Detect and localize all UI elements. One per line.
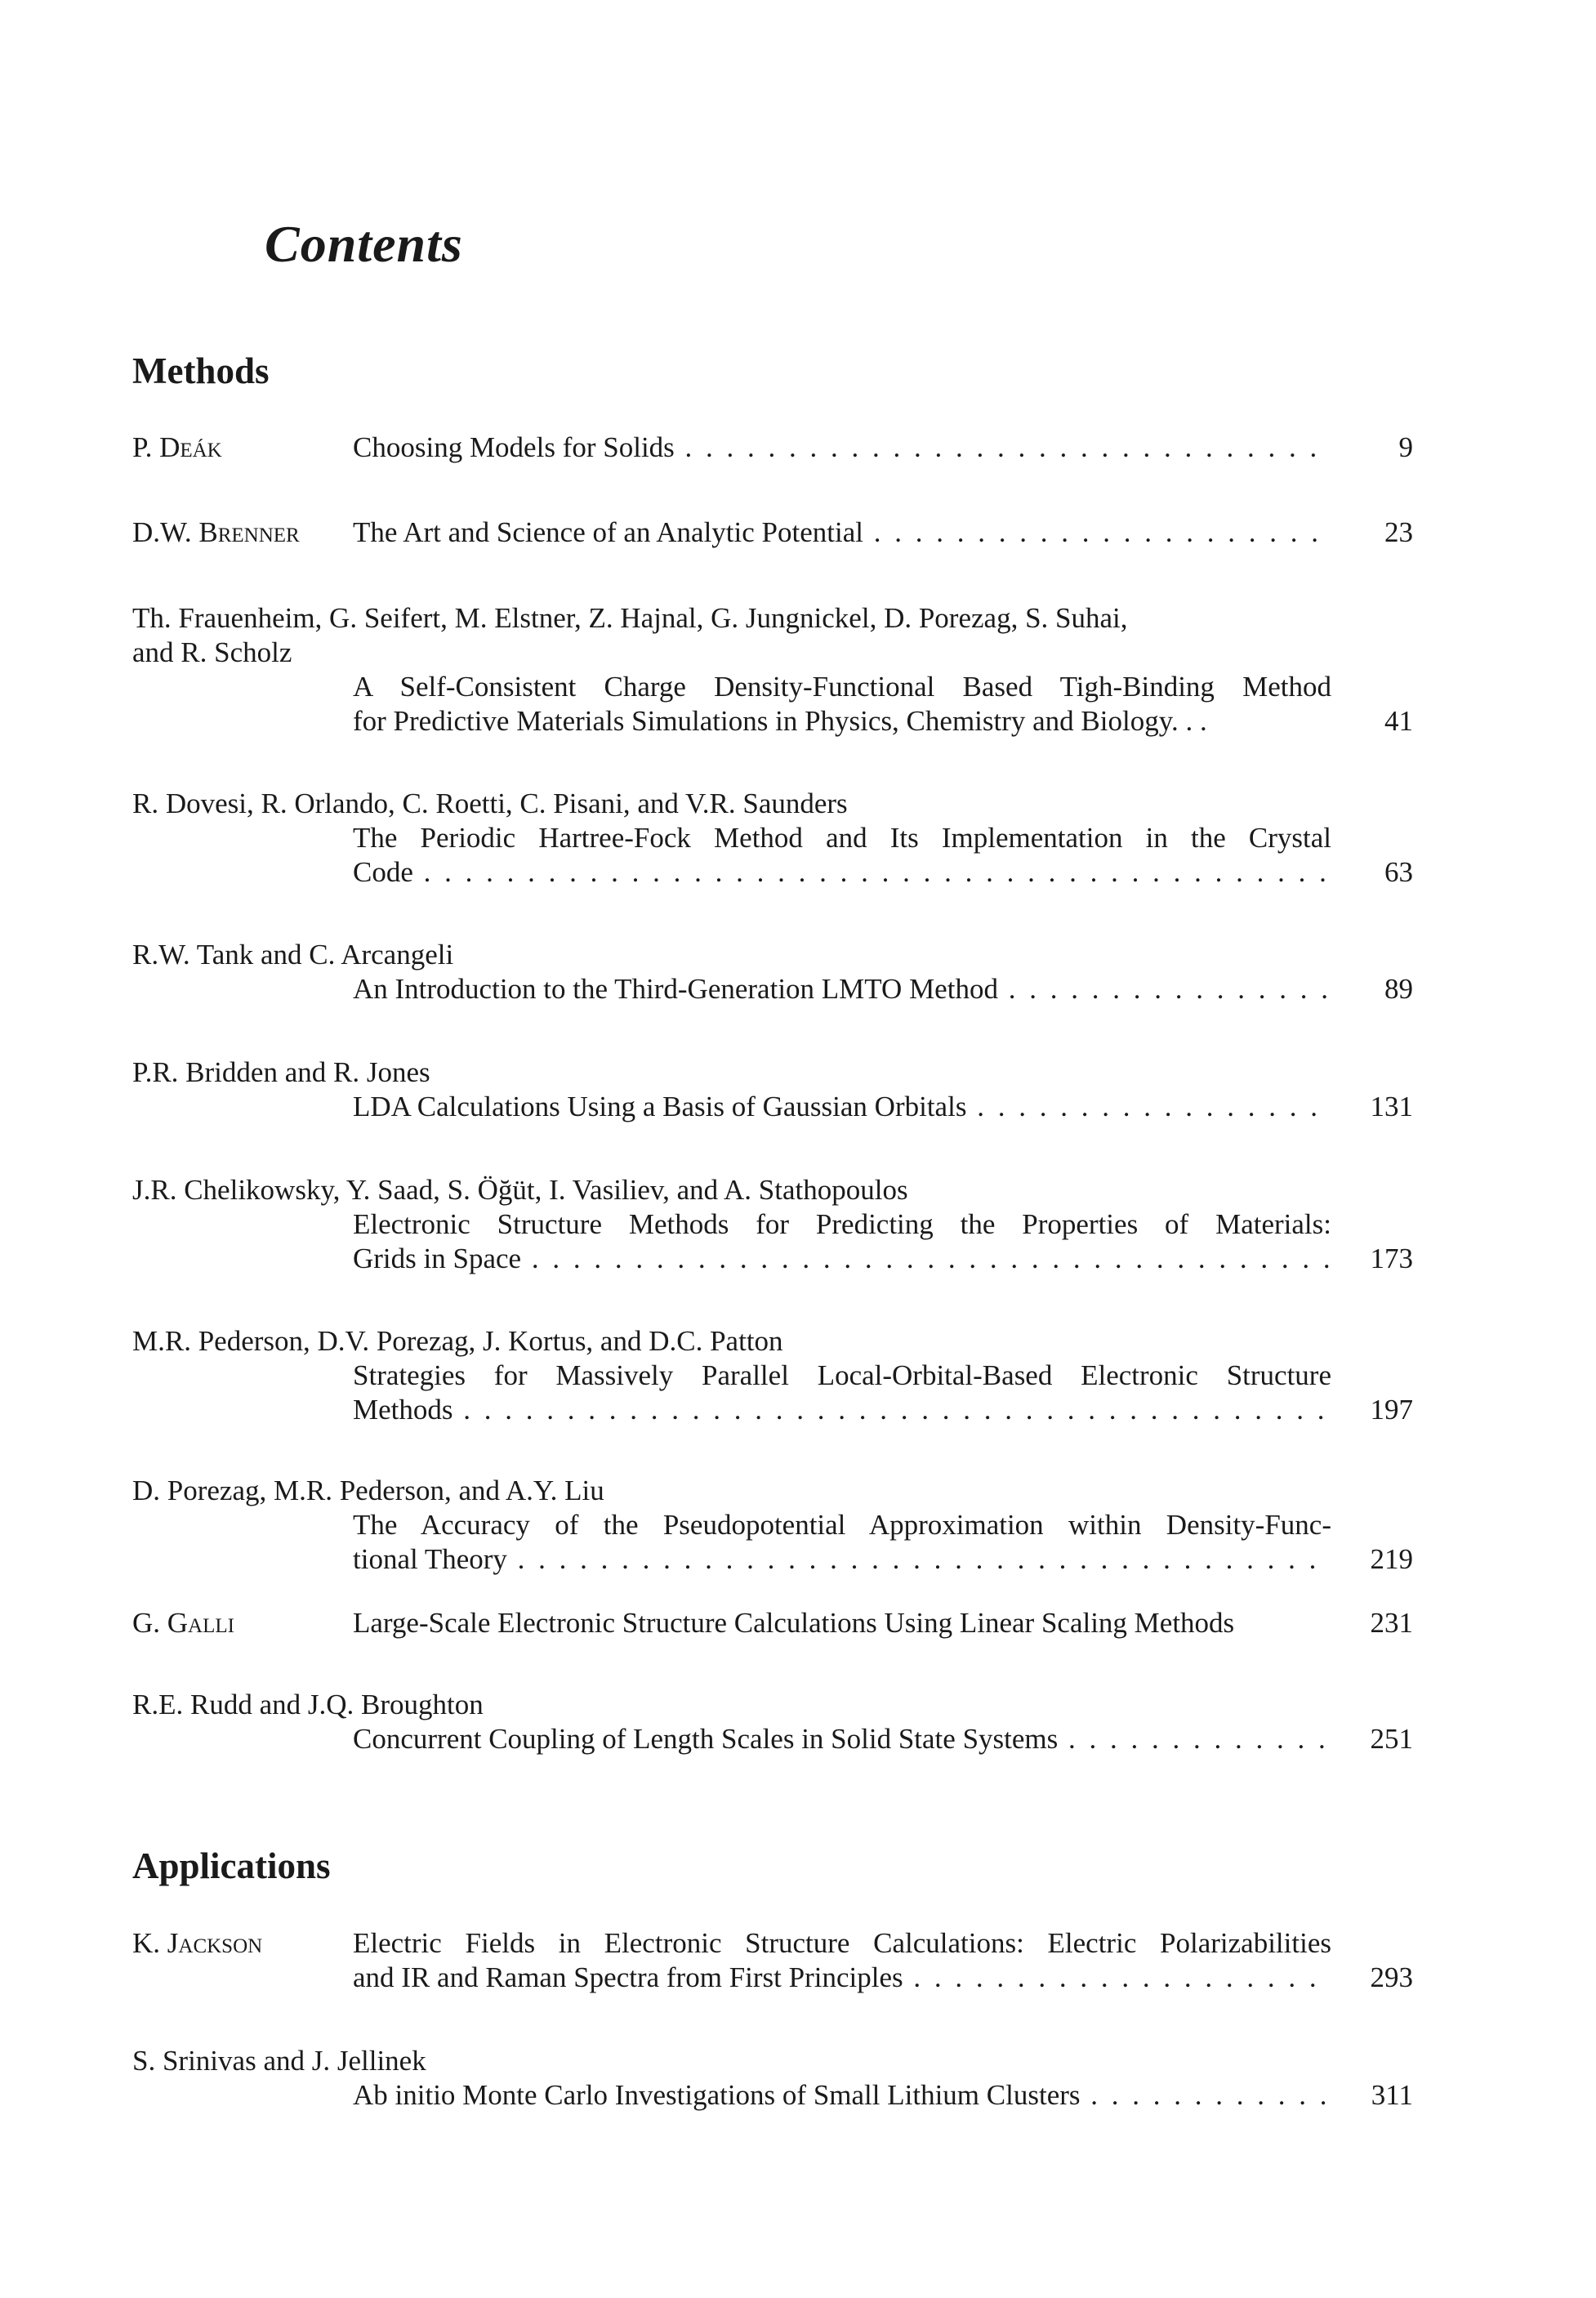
page-title: Contents xyxy=(265,215,463,273)
entry-page-number: 41 xyxy=(1384,705,1413,737)
entry-authors: D. Porezag, M.R. Pederson, and A.Y. Liu xyxy=(132,1475,604,1506)
toc-entry[interactable] xyxy=(132,787,1413,890)
entry-page-number: 219 xyxy=(1370,1543,1413,1575)
toc-entry[interactable] xyxy=(132,1474,1413,1577)
entry-title-line: Electronic Structure Methods for Predicting the Properties of Materials: xyxy=(353,1208,1331,1240)
entry-authors: R.E. Rudd and J.Q. Broughton xyxy=(132,1689,484,1720)
toc-entry[interactable] xyxy=(132,938,1413,1006)
entry-title-line: Concurrent Coupling of Length Scales in Solid State Systems . . . xyxy=(353,1722,1331,1756)
entry-authors: P.R. Bridden and R. Jones xyxy=(132,1056,430,1088)
entry-title-line: LDA Calculations Using a Basis of Gaussian Orbitals . . . xyxy=(353,1090,1331,1124)
entry-page-number: 131 xyxy=(1370,1091,1413,1122)
toc-entry[interactable] xyxy=(132,1688,1413,1756)
entry-title-line: and IR and Raman Spectra from First Principles . . . xyxy=(353,1961,1331,1995)
entry-title-line: tional Theory . . . xyxy=(353,1542,1331,1577)
entry-title-line: Methods . . . xyxy=(353,1393,1331,1427)
entry-title-line: for Predictive Materials Simulations in Physics, Chemistry and Biology. . . xyxy=(353,705,1207,737)
entry-page-number: 251 xyxy=(1370,1723,1413,1755)
entry-title-line: Strategies for Massively Parallel Local-Orbital-Based Electronic Structure xyxy=(353,1359,1331,1391)
entry-title-line: Choosing Models for Solids . . . xyxy=(353,431,1331,465)
toc-entry[interactable] xyxy=(132,1606,1413,1640)
entry-page-number: 63 xyxy=(1384,856,1413,888)
entry-authors: Th. Frauenheim, G. Seifert, M. Elstner, Z. Hajnal, G. Jungnickel, D. Porezag, S. Suhai, xyxy=(132,602,1128,634)
entry-title-line: The Periodic Hartree-Fock Method and Its Implementation in the Crystal xyxy=(353,822,1331,854)
entry-authors: M.R. Pederson, D.V. Porezag, J. Kortus, and D.C. Patton xyxy=(132,1325,783,1357)
section-heading-methods: Methods xyxy=(132,350,270,391)
entry-authors: G. Galli xyxy=(132,1607,234,1639)
toc-entry[interactable] xyxy=(132,2044,1413,2113)
entry-authors: R. Dovesi, R. Orlando, C. Roetti, C. Pisani, and V.R. Saunders xyxy=(132,788,848,819)
entry-title-line: The Art and Science of an Analytic Potential . . . xyxy=(353,515,1331,550)
toc-entry[interactable] xyxy=(132,1926,1413,1995)
entry-title-line: Code . . . xyxy=(353,855,1331,890)
toc-entry[interactable] xyxy=(132,601,1413,738)
entry-title-line: An Introduction to the Third-Generation LMTO Method . . . xyxy=(353,972,1331,1006)
entry-authors: P. Deák xyxy=(132,431,222,463)
entry-title-line: Large-Scale Electronic Structure Calculations Using Linear Scaling Methods xyxy=(353,1607,1235,1639)
entry-page-number: 197 xyxy=(1370,1394,1413,1426)
toc-entry[interactable] xyxy=(132,1173,1413,1276)
toc-entry[interactable] xyxy=(132,1055,1413,1124)
entry-page-number: 9 xyxy=(1398,431,1413,463)
entry-page-number: 173 xyxy=(1370,1243,1413,1274)
entry-authors: R.W. Tank and C. Arcangeli xyxy=(132,939,454,971)
entry-page-number: 89 xyxy=(1384,973,1413,1005)
section-heading-applications: Applications xyxy=(132,1845,331,1886)
entry-page-number: 231 xyxy=(1370,1607,1413,1639)
entry-page-number: 293 xyxy=(1370,1961,1413,1993)
toc-entry[interactable] xyxy=(132,1324,1413,1427)
entry-authors: D.W. Brenner xyxy=(132,516,300,548)
entry-authors: J.R. Chelikowsky, Y. Saad, S. Öğüt, I. Vasiliev, and A. Stathopoulos xyxy=(132,1174,908,1206)
entry-title-line: Ab initio Monte Carlo Investigations of Small Lithium Clusters . . . xyxy=(353,2078,1331,2113)
entry-authors: K. Jackson xyxy=(132,1927,263,1959)
toc-entry[interactable] xyxy=(132,431,1413,465)
entry-title-line: A Self-Consistent Charge Density-Functional Based Tigh-Binding Method xyxy=(353,671,1331,703)
entry-title-line: Grids in Space . . . xyxy=(353,1242,1331,1276)
entry-title-line: The Accuracy of the Pseudopotential Approximation within Density-Func- xyxy=(353,1509,1331,1541)
entry-page-number: 311 xyxy=(1371,2079,1413,2111)
entry-title-line: Electric Fields in Electronic Structure Calculations: Electric Polarizabilities xyxy=(353,1927,1331,1959)
entry-page-number: 23 xyxy=(1384,516,1413,548)
toc-entry[interactable] xyxy=(132,515,1413,550)
entry-authors: and R. Scholz xyxy=(132,636,292,668)
entry-authors: S. Srinivas and J. Jellinek xyxy=(132,2045,426,2077)
